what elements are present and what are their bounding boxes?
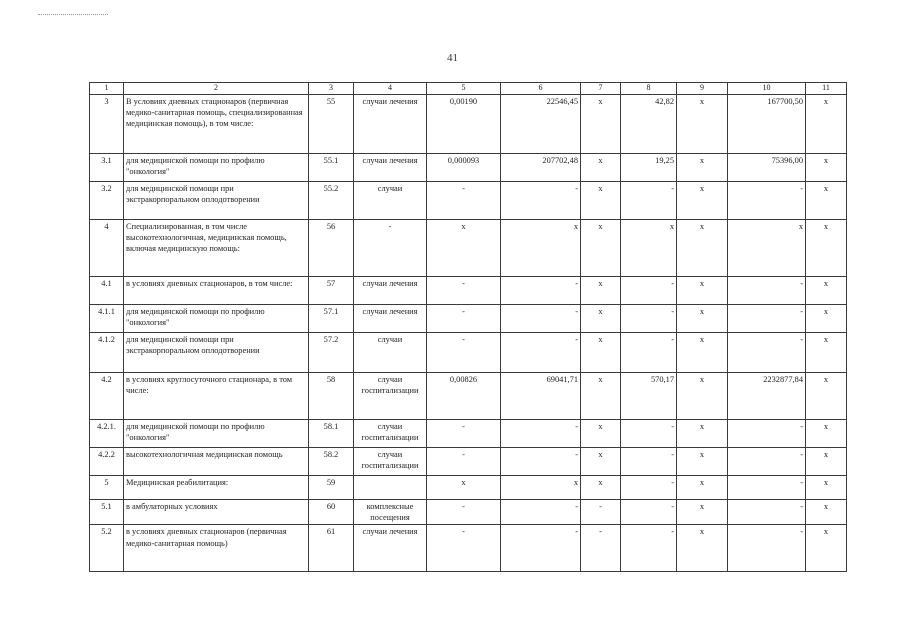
- table-cell-col6: -: [501, 419, 581, 447]
- table-cell-col3: 57.1: [309, 304, 354, 332]
- table-cell-col2: в условиях дневных стационаров, в том числе:: [124, 276, 309, 304]
- table-cell-col11: х: [806, 475, 847, 499]
- table-row: [90, 525, 847, 572]
- table-cell-col1: 4.1: [90, 276, 124, 304]
- table-row: [90, 372, 847, 419]
- table-cell-col11: х: [806, 499, 847, 525]
- table-cell-col11: х: [806, 372, 847, 419]
- table-cell-col7: х: [581, 181, 621, 219]
- table-cell-col5: х: [427, 475, 501, 499]
- table-cell-col6: -: [501, 499, 581, 525]
- table-row: [90, 304, 847, 332]
- table-cell-col10: -: [728, 475, 806, 499]
- table-cell-col4: случаи: [354, 181, 427, 219]
- table-cell-col6: -: [501, 304, 581, 332]
- table-row: [90, 153, 847, 181]
- table-row: [90, 447, 847, 475]
- table-cell-col5: 0,00826: [427, 372, 501, 419]
- table-cell-col9: х: [677, 181, 728, 219]
- table-cell-col5: -: [427, 181, 501, 219]
- table-cell-col11: х: [806, 304, 847, 332]
- column-header: 5: [427, 83, 501, 95]
- column-header: 9: [677, 83, 728, 95]
- table-cell-col11: х: [806, 447, 847, 475]
- table-cell-col9: х: [677, 525, 728, 572]
- table-cell-col1: 5.1: [90, 499, 124, 525]
- table-row: [90, 276, 847, 304]
- table-cell-col4: случаи госпитализации: [354, 447, 427, 475]
- table-cell-col2: для медицинской помощи при экстракорпоральном оплодотворении: [124, 332, 309, 372]
- table-cell-col3: 58: [309, 372, 354, 419]
- table-cell-col7: х: [581, 304, 621, 332]
- table-cell-col9: х: [677, 447, 728, 475]
- table-cell-col2: для медицинской помощи по профилю "онкология": [124, 153, 309, 181]
- table-cell-col7: х: [581, 94, 621, 153]
- table-cell-col11: х: [806, 419, 847, 447]
- table-cell-col3: 60: [309, 499, 354, 525]
- table-cell-col4: случаи лечения: [354, 153, 427, 181]
- table-cell-col2: Специализированная, в том числе высокотехнологичная, медицинская помощь, включая медицинскую помощь:: [124, 219, 309, 276]
- table-cell-col9: х: [677, 372, 728, 419]
- table-cell-col1: 4.1.1: [90, 304, 124, 332]
- table-cell-col6: -: [501, 332, 581, 372]
- table-cell-col10: -: [728, 499, 806, 525]
- table-cell-col3: 58.1: [309, 419, 354, 447]
- table-row: [90, 94, 847, 153]
- table-cell-col7: х: [581, 332, 621, 372]
- table-cell-col3: 57.2: [309, 332, 354, 372]
- table-cell-col1: 4.1.2: [90, 332, 124, 372]
- table-row: [90, 475, 847, 499]
- table-cell-col7: -: [581, 525, 621, 572]
- table-cell-col8: -: [621, 447, 677, 475]
- table-cell-col10: -: [728, 447, 806, 475]
- table-cell-col10: -: [728, 332, 806, 372]
- table-cell-col1: 4.2.2: [90, 447, 124, 475]
- table-cell-col8: -: [621, 419, 677, 447]
- table-cell-col1: 4.2: [90, 372, 124, 419]
- column-header: 6: [501, 83, 581, 95]
- column-header: 1: [90, 83, 124, 95]
- table-cell-col10: 2232877,84: [728, 372, 806, 419]
- table-cell-col8: -: [621, 276, 677, 304]
- table-cell-col1: 5: [90, 475, 124, 499]
- table-cell-col4: случаи госпитализации: [354, 419, 427, 447]
- table-cell-col11: х: [806, 525, 847, 572]
- table-cell-col6: х: [501, 219, 581, 276]
- column-header: 3: [309, 83, 354, 95]
- table-cell-col7: х: [581, 153, 621, 181]
- table-cell-col11: х: [806, 153, 847, 181]
- table-cell-col4: случаи лечения: [354, 304, 427, 332]
- table-cell-col8: х: [621, 219, 677, 276]
- table-cell-col6: -: [501, 181, 581, 219]
- table-cell-col11: х: [806, 94, 847, 153]
- table-cell-col11: х: [806, 181, 847, 219]
- page-number: 41: [447, 52, 458, 64]
- table-cell-col10: -: [728, 525, 806, 572]
- table-cell-col8: 19,25: [621, 153, 677, 181]
- table-cell-col4: случаи госпитализации: [354, 372, 427, 419]
- table-cell-col9: х: [677, 419, 728, 447]
- table-cell-col1: 3.2: [90, 181, 124, 219]
- table-cell-col2: для медицинской помощи по профилю "онкология": [124, 419, 309, 447]
- table-cell-col7: х: [581, 475, 621, 499]
- table-cell-col3: 55.2: [309, 181, 354, 219]
- table-cell-col10: 75396,00: [728, 153, 806, 181]
- table-cell-col6: х: [501, 475, 581, 499]
- table-cell-col8: -: [621, 304, 677, 332]
- table-row: [90, 419, 847, 447]
- table-cell-col5: 0,00190: [427, 94, 501, 153]
- table-cell-col5: 0,000093: [427, 153, 501, 181]
- column-header: 10: [728, 83, 806, 95]
- column-header: 7: [581, 83, 621, 95]
- header-row: [90, 83, 847, 95]
- table-cell-col2: для медицинской помощи при экстракорпоральном оплодотворении: [124, 181, 309, 219]
- table-cell-col9: х: [677, 332, 728, 372]
- table-cell-col3: 61: [309, 525, 354, 572]
- table-cell-col2: в амбулаторных условиях: [124, 499, 309, 525]
- table-cell-col1: 3.1: [90, 153, 124, 181]
- table-cell-col10: -: [728, 181, 806, 219]
- table-cell-col3: 55: [309, 94, 354, 153]
- table-cell-col8: 42,82: [621, 94, 677, 153]
- table-cell-col4: комплексные посещения: [354, 499, 427, 525]
- table-cell-col6: -: [501, 447, 581, 475]
- table-cell-col5: -: [427, 304, 501, 332]
- table-cell-col9: х: [677, 153, 728, 181]
- table-cell-col10: -: [728, 419, 806, 447]
- column-header: 8: [621, 83, 677, 95]
- table-cell-col2: в условиях круглосуточного стационара, в том числе:: [124, 372, 309, 419]
- table-cell-col9: х: [677, 276, 728, 304]
- table-cell-col8: -: [621, 475, 677, 499]
- table-cell-col4: случаи лечения: [354, 94, 427, 153]
- table-cell-col7: х: [581, 276, 621, 304]
- table-cell-col5: -: [427, 499, 501, 525]
- table-cell-col4: случаи: [354, 332, 427, 372]
- table-cell-col10: х: [728, 219, 806, 276]
- scan-artifact-mark: [38, 14, 108, 15]
- table-cell-col1: 4: [90, 219, 124, 276]
- table-cell-col3: 59: [309, 475, 354, 499]
- table-cell-col4: -: [354, 219, 427, 276]
- table-cell-col3: 55.1: [309, 153, 354, 181]
- table-cell-col9: х: [677, 304, 728, 332]
- table-cell-col4: [354, 475, 427, 499]
- table-row: [90, 219, 847, 276]
- table-cell-col8: -: [621, 525, 677, 572]
- table-cell-col7: -: [581, 499, 621, 525]
- table-cell-col5: -: [427, 332, 501, 372]
- table-cell-col2: Медицинская реабилитация:: [124, 475, 309, 499]
- table-cell-col2: высокотехнологичная медицинская помощь: [124, 447, 309, 475]
- table-cell-col3: 58.2: [309, 447, 354, 475]
- table-cell-col5: -: [427, 419, 501, 447]
- table-cell-col8: 570,17: [621, 372, 677, 419]
- data-table: [89, 82, 847, 572]
- table-cell-col11: х: [806, 332, 847, 372]
- table-cell-col1: 5.2: [90, 525, 124, 572]
- table-cell-col8: -: [621, 181, 677, 219]
- table-cell-col7: х: [581, 219, 621, 276]
- table-cell-col2: В условиях дневных стационаров (первичная медико-санитарная помощь, специализированная медицинская помощь), в том числе:: [124, 94, 309, 153]
- table-cell-col7: х: [581, 447, 621, 475]
- table-cell-col1: 4.2.1.: [90, 419, 124, 447]
- column-header: 2: [124, 83, 309, 95]
- table-cell-col11: х: [806, 219, 847, 276]
- table-cell-col5: -: [427, 525, 501, 572]
- table-row: [90, 181, 847, 219]
- table-cell-col9: х: [677, 94, 728, 153]
- table-cell-col9: х: [677, 499, 728, 525]
- table-cell-col8: -: [621, 332, 677, 372]
- table-cell-col4: случаи лечения: [354, 525, 427, 572]
- table-cell-col10: -: [728, 304, 806, 332]
- table-cell-col6: 69041,71: [501, 372, 581, 419]
- table-cell-col10: -: [728, 276, 806, 304]
- table-row: [90, 499, 847, 525]
- table-cell-col11: х: [806, 276, 847, 304]
- table-cell-col9: х: [677, 475, 728, 499]
- table-row: [90, 332, 847, 372]
- table-cell-col4: случаи лечения: [354, 276, 427, 304]
- table-cell-col5: -: [427, 276, 501, 304]
- table-cell-col9: х: [677, 219, 728, 276]
- table-cell-col2: для медицинской помощи по профилю "онкология": [124, 304, 309, 332]
- table-cell-col5: -: [427, 447, 501, 475]
- column-header: 11: [806, 83, 847, 95]
- table-cell-col3: 57: [309, 276, 354, 304]
- table-cell-col6: -: [501, 525, 581, 572]
- table-cell-col7: х: [581, 372, 621, 419]
- table-cell-col6: 207702,48: [501, 153, 581, 181]
- column-header: 4: [354, 83, 427, 95]
- table-cell-col10: 167700,50: [728, 94, 806, 153]
- table-cell-col7: х: [581, 419, 621, 447]
- table-cell-col6: 22546,45: [501, 94, 581, 153]
- table-cell-col5: х: [427, 219, 501, 276]
- table-cell-col3: 56: [309, 219, 354, 276]
- table-cell-col2: в условиях дневных стационаров (первичная медико-санитарная помощь): [124, 525, 309, 572]
- table-cell-col1: 3: [90, 94, 124, 153]
- table-cell-col6: -: [501, 276, 581, 304]
- table-cell-col8: -: [621, 499, 677, 525]
